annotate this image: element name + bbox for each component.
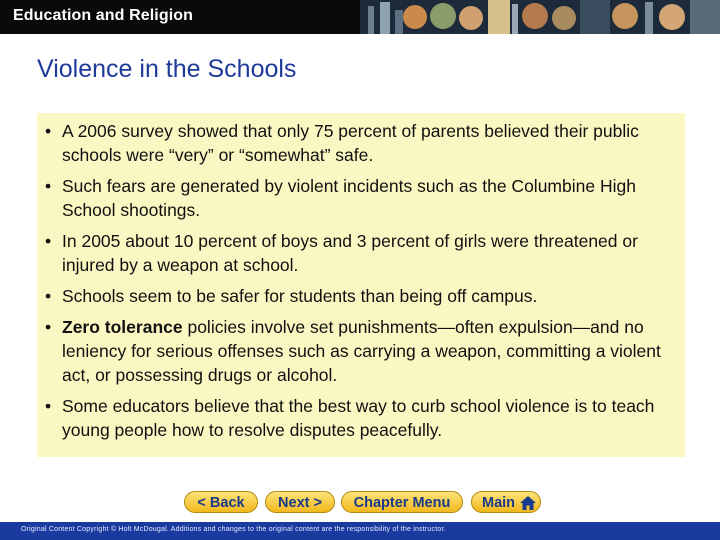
bullet-marker: • — [45, 396, 52, 416]
bullet-text: A 2006 survey showed that only 75 percent of parents believed their public schools were “very” or “somewhat” safe. — [62, 121, 639, 165]
bullet-marker: • — [45, 231, 52, 251]
home-icon — [519, 494, 537, 512]
bullet-item — [37, 315, 677, 387]
section-title: Education and Religion — [13, 7, 193, 24]
bullet-marker: • — [45, 317, 52, 337]
bullet-text: Schools seem to be safer for students than being off campus. — [62, 286, 538, 306]
back-button[interactable]: < Back — [184, 491, 258, 513]
copyright-text: Original Content Copyright © Holt McDougal. Additions and changes to the original content are the responsibility of the instructor. — [21, 526, 446, 533]
header-banner — [0, 0, 720, 34]
bullet-text: In 2005 about 10 percent of boys and 3 percent of girls were threatened or injured by a weapon at school. — [62, 231, 638, 275]
footer-bar — [0, 522, 720, 540]
bullet-item — [37, 394, 677, 442]
bullet-item — [37, 174, 677, 222]
bullet-term: Zero tolerance — [62, 317, 183, 337]
slide-title: Violence in the Schools — [37, 55, 297, 83]
bullet-list — [37, 119, 677, 449]
content-box — [37, 113, 685, 457]
bullet-item — [37, 229, 677, 277]
main-button-label: Main — [482, 495, 516, 511]
bullet-item — [37, 284, 677, 308]
bullet-marker: • — [45, 121, 52, 141]
bullet-marker: • — [45, 286, 52, 306]
next-button[interactable]: Next > — [265, 491, 335, 513]
main-button[interactable] — [471, 491, 541, 513]
navigation-bar — [0, 491, 720, 515]
bullet-text: Such fears are generated by violent incidents such as the Columbine High School shootings. — [62, 176, 636, 220]
bullet-marker: • — [45, 176, 52, 196]
bullet-text: policies involve set punishments—often expulsion—and no leniency for serious offenses such as carrying a weapon, committing a violent act, or possessing drugs or alcohol. — [62, 317, 661, 385]
bullet-text: Some educators believe that the best way to curb school violence is to teach young people how to resolve disputes peacefully. — [62, 396, 655, 440]
bullet-item — [37, 119, 677, 167]
chapter-menu-button[interactable]: Chapter Menu — [341, 491, 463, 513]
